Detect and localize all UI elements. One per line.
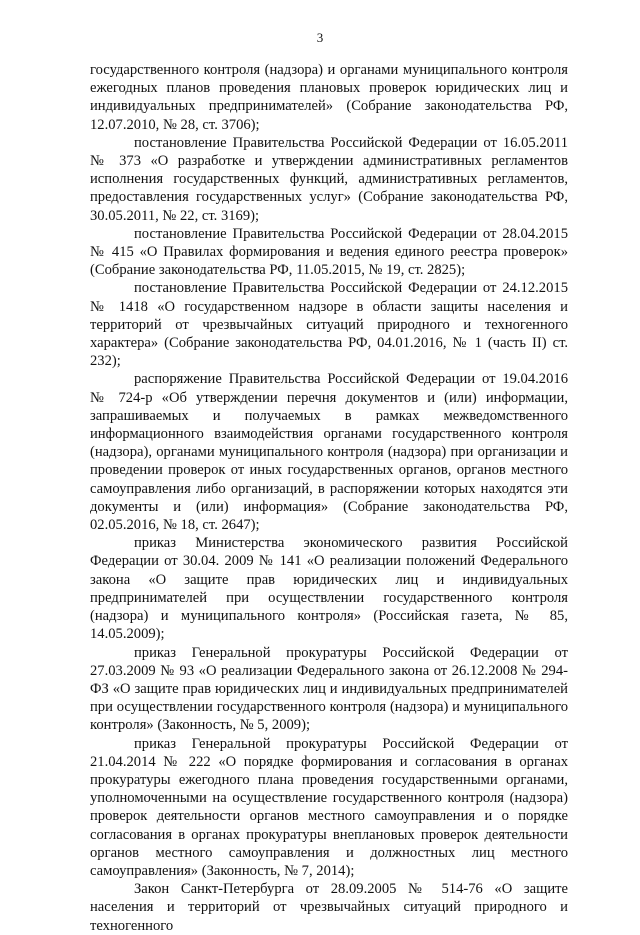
paragraph-order-93: приказ Генеральной прокуратуры Российской Федерации от 27.03.2009 № 93 «О реализации Федерального закона от 26.12.2008 № 294-ФЗ «О защите прав юридических лиц и индивидуальных предпринимателей при осуществлении государственного контроля (надзора) и муниципального контроля» (Законность, № 5, 2009);	[90, 644, 568, 734]
paragraph-order-222: приказ Генеральной прокуратуры Российской Федерации от 21.04.2014 № 222 «О порядке формирования и согласования в органах прокуратуры ежегодного плана проведения государственными органами, уполномоченными на осуществление государственного контроля (надзора) проверок деятельности органов местного самоуправления и о порядке согласования в органах прокуратуры внеплановых проверок деятельности органов местного самоуправления и должностных лиц местного самоуправления» (Законность, № 7, 2014);	[90, 735, 568, 879]
paragraph-order-141: приказ Министерства экономического развития Российской Федерации от 30.04. 2009 № 141 «О реализации положений Федерального закона «О защите прав юридических лиц и индивидуальных предпринимателей при осуществлении государственного контроля (надзора) и муниципального контроля» (Российская газета, № 85, 14.05.2009);	[90, 535, 568, 643]
paragraph-decree-1418: постановление Правительства Российской Федерации от 24.12.2015 № 1418 «О государственном надзоре в области защиты населения и территорий от чрезвычайных ситуаций природного и техногенного характера» (Собрание законодательства РФ, 04.01.2016, № 1 (часть II) ст. 232);	[90, 280, 568, 370]
paragraph-order-724r: распоряжение Правительства Российской Федерации от 19.04.2016 № 724-р «Об утверждении перечня документов и (или) информации, запрашиваемых и получаемых в рамках межведомственного информационного взаимодействия органами государственного контроля (надзора), органами муниципального контроля (надзора) при организации и проведении проверок от иных государственных органов, органов местного самоуправления либо организаций, в распоряжении которых находятся эти документы и (или) информация» (Собрание законодательства РФ, 02.05.2016, № 18, ст. 2647);	[90, 371, 568, 534]
paragraph-continuation: государственного контроля (надзора) и органами муниципального контроля ежегодных планов проведения плановых проверок юридических лиц и индивидуальных предпринимателей» (Собрание законодательства РФ, 12.07.2010, № 28, ст. 3706);	[90, 62, 568, 133]
paragraph-decree-415: постановление Правительства Российской Федерации от 28.04.2015 № 415 «О Правилах формирования и ведения единого реестра проверок» (Собрание законодательства РФ, 11.05.2015, № 19, ст. 2825);	[90, 225, 568, 279]
page-number: 3	[316, 30, 324, 45]
paragraph-law-514-76: Закон Санкт-Петербурга от 28.09.2005 № 514-76 «О защите населения и территорий от чрезвычайных ситуаций природного и техногенного	[90, 881, 568, 934]
document-body	[90, 61, 568, 935]
paragraph-decree-373: постановление Правительства Российской Федерации от 16.05.2011 № 373 «О разработке и утверждении административных регламентов исполнения государственных функций, административных регламентов, предоставления государственных услуг» (Собрание законодательства РФ, 30.05.2011, № 22, ст. 3169);	[90, 134, 568, 224]
